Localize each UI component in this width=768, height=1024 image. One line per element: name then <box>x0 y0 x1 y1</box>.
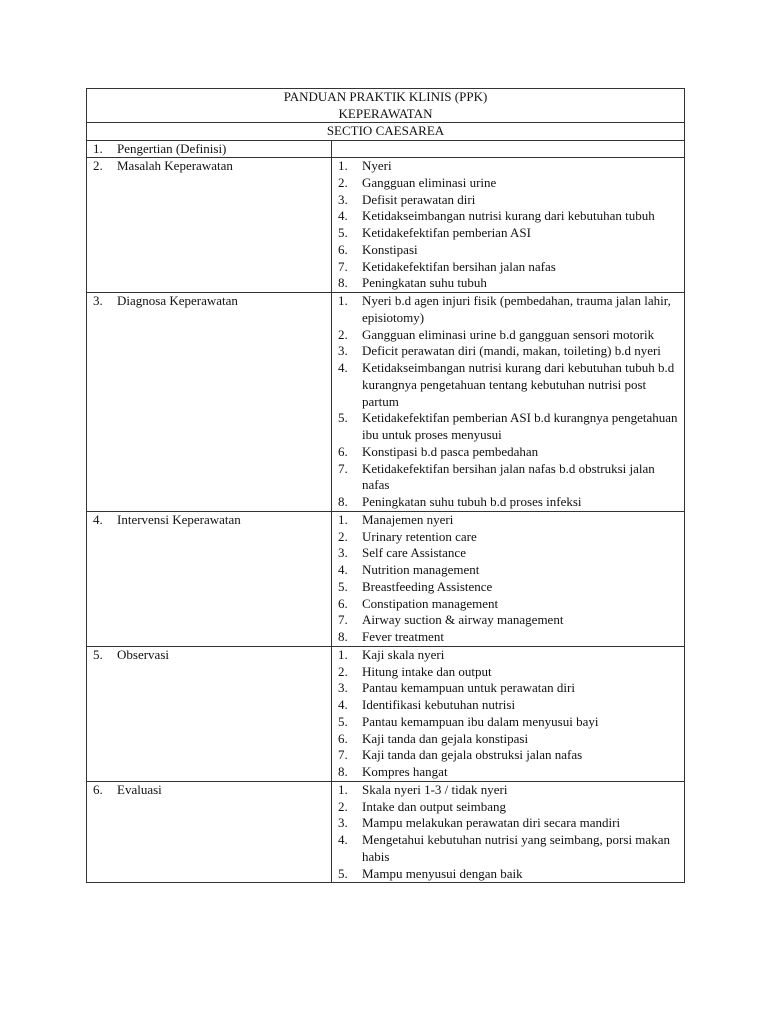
list-item-text: Konstipasi b.d pasca pembedahan <box>362 443 539 459</box>
list-item-number: 8. <box>338 629 348 644</box>
list-item <box>332 714 684 731</box>
list-item <box>332 175 684 192</box>
list-item-text: Nyeri <box>362 158 392 173</box>
list-item-text: Constipation management <box>362 595 499 611</box>
document-title: PANDUAN PRAKTIK KLINIS (PPK) <box>283 89 488 104</box>
list-item <box>332 410 684 444</box>
list-item-text: Hitung intake dan output <box>362 663 492 679</box>
document-title-cell <box>87 89 685 123</box>
list-item-text: Breastfeeding Assistence <box>362 578 493 594</box>
list-item <box>332 192 684 209</box>
list-item <box>332 832 684 866</box>
list-item <box>332 360 684 410</box>
list-item-text: Manajemen nyeri <box>362 511 454 527</box>
section-title: Intervensi Keperawatan <box>117 511 241 527</box>
section-label-cell <box>87 781 332 883</box>
list-item-number: 3. <box>338 343 348 359</box>
list-item-text: Peningkatan suhu tubuh <box>362 275 487 291</box>
section-items-cell <box>332 158 685 293</box>
list-item-text: Konstipasi <box>362 241 418 257</box>
list-item-text: Pantau kemampuan untuk perawatan diri <box>362 680 575 696</box>
section-label <box>87 647 331 664</box>
list-item-number: 1. <box>338 781 348 797</box>
document-subtitle: KEPERAWATAN <box>338 105 433 121</box>
list-item <box>332 579 684 596</box>
list-item-number: 2. <box>338 663 348 679</box>
list-item-text: Kaji tanda dan gejala konstipasi <box>362 730 529 746</box>
section-label-cell <box>87 511 332 646</box>
list-item-number: 6. <box>338 241 348 257</box>
list-item <box>332 494 684 511</box>
list-item-text: Deficit perawatan diri (mandi, makan, toileting) b.d nyeri <box>362 343 661 359</box>
list-item-number: 8. <box>338 275 348 291</box>
section-row <box>87 140 685 158</box>
section-row <box>87 293 685 512</box>
list-item <box>332 444 684 461</box>
list-item-number: 3. <box>338 815 348 831</box>
list-item-number: 7. <box>338 747 348 763</box>
list-item-number: 2. <box>338 326 348 342</box>
list-item <box>332 697 684 714</box>
section-label-cell <box>87 140 332 158</box>
list-item <box>332 259 684 276</box>
list-item-text: Self care Assistance <box>362 545 466 561</box>
list-item-text: Mengetahui kebutuhan nutrisi yang seimbang, porsi makan habis <box>362 832 670 864</box>
list-item-text: Ketidakefektifan pemberian ASI b.d kurangnya pengetahuan ibu untuk proses menyusui <box>362 410 678 442</box>
list-item <box>332 512 684 529</box>
list-item <box>332 158 684 175</box>
list-item-number: 4. <box>338 562 348 577</box>
section-number: 6. <box>93 781 103 797</box>
section-number: 1. <box>93 140 103 156</box>
list-item-text: Ketidakseimbangan nutrisi kurang dari kebutuhan tubuh b.d kurangnya pengetahuan tentang kebutuhan nutrisi post partum <box>362 360 675 409</box>
section-label <box>87 512 331 529</box>
list-item <box>332 293 684 327</box>
section-items-cell <box>332 781 685 883</box>
list-item-number: 6. <box>338 730 348 746</box>
section-item-list <box>332 293 684 511</box>
list-item <box>332 799 684 816</box>
list-item-number: 5. <box>338 410 348 426</box>
list-item-text: Nutrition management <box>362 562 480 577</box>
section-items-cell <box>332 293 685 512</box>
list-item-number: 1. <box>338 293 348 308</box>
list-item-text: Kaji tanda dan gejala obstruksi jalan nafas <box>362 747 583 763</box>
section-title: Evaluasi <box>117 781 162 797</box>
list-item <box>332 225 684 242</box>
list-item <box>332 529 684 546</box>
section-item-list <box>332 647 684 781</box>
list-item-text: Pantau kemampuan ibu dalam menyusui bayi <box>362 713 599 729</box>
list-item-text: Airway suction & airway management <box>362 612 564 628</box>
list-item-number: 5. <box>338 225 348 240</box>
list-item-number: 2. <box>338 798 348 814</box>
list-item-number: 3. <box>338 191 348 207</box>
list-item-text: Intake dan output seimbang <box>362 798 507 814</box>
list-item-text: Peningkatan suhu tubuh b.d proses infeksi <box>362 494 582 509</box>
section-label-cell <box>87 158 332 293</box>
list-item-number: 5. <box>338 713 348 729</box>
section-item-list <box>332 512 684 646</box>
section-row <box>87 158 685 293</box>
list-item-number: 2. <box>338 528 348 544</box>
list-item <box>332 562 684 579</box>
list-item-text: Fever treatment <box>362 629 444 644</box>
list-item <box>332 731 684 748</box>
list-item <box>332 680 684 697</box>
ppk-table <box>86 88 685 883</box>
list-item-number: 6. <box>338 443 348 459</box>
section-row <box>87 781 685 883</box>
list-item-text: Ketidakseimbangan nutrisi kurang dari kebutuhan tubuh <box>362 208 655 224</box>
list-item <box>332 747 684 764</box>
section-title: Observasi <box>117 646 169 662</box>
list-item-number: 6. <box>338 595 348 611</box>
list-item-number: 4. <box>338 697 348 712</box>
list-item-number: 5. <box>338 865 348 881</box>
section-label-cell <box>87 293 332 512</box>
list-item-text: Mampu melakukan perawatan diri secara mandiri <box>362 815 621 831</box>
list-item-number: 4. <box>338 208 348 224</box>
list-item <box>332 275 684 292</box>
list-item-number: 3. <box>338 680 348 696</box>
topic-row <box>87 123 685 141</box>
section-label <box>87 141 331 158</box>
list-item-text: Kompres hangat <box>362 764 448 779</box>
section-title: Diagnosa Keperawatan <box>117 293 238 308</box>
list-item-number: 2. <box>338 174 348 190</box>
list-item-text: Defisit perawatan diri <box>362 191 476 207</box>
list-item-number: 4. <box>338 832 348 847</box>
list-item <box>332 208 684 225</box>
section-items-cell <box>332 646 685 781</box>
list-item-number: 1. <box>338 511 348 527</box>
list-item <box>332 664 684 681</box>
list-item <box>332 242 684 259</box>
list-item-text: Ketidakefektifan bersihan jalan nafas <box>362 258 556 274</box>
list-item-number: 8. <box>338 764 348 779</box>
section-row <box>87 511 685 646</box>
header-row <box>87 89 685 123</box>
section-number: 2. <box>93 158 103 173</box>
list-item <box>332 612 684 629</box>
list-item-text: Ketidakefektifan pemberian ASI <box>362 225 531 240</box>
section-items-cell <box>332 140 685 158</box>
list-item <box>332 866 684 883</box>
section-title: Masalah Keperawatan <box>117 158 233 173</box>
section-item-list <box>332 158 684 292</box>
list-item-text: Nyeri b.d agen injuri fisik (pembedahan, trauma jalan lahir, episiotomy) <box>362 293 671 325</box>
list-item-number: 1. <box>338 158 348 173</box>
list-item-number: 7. <box>338 460 348 476</box>
section-label <box>87 158 331 175</box>
list-item <box>332 629 684 646</box>
list-item <box>332 545 684 562</box>
list-item <box>332 764 684 781</box>
list-item-number: 7. <box>338 258 348 274</box>
topic-title: SECTIO CAESAREA <box>87 123 685 141</box>
section-label-cell <box>87 646 332 781</box>
section-item-list <box>332 782 684 883</box>
list-item-text: Mampu menyusui dengan baik <box>362 865 523 881</box>
list-item-text: Skala nyeri 1-3 / tidak nyeri <box>362 781 508 797</box>
section-number: 4. <box>93 511 103 527</box>
list-item <box>332 647 684 664</box>
section-label <box>87 293 331 310</box>
section-number: 3. <box>93 293 103 308</box>
section-title: Pengertian (Definisi) <box>117 140 227 156</box>
list-item-text: Kaji skala nyeri <box>362 646 445 662</box>
list-item-number: 7. <box>338 612 348 628</box>
list-item-number: 3. <box>338 545 348 561</box>
list-item-text: Gangguan eliminasi urine b.d gangguan sensori motorik <box>362 326 655 342</box>
list-item <box>332 782 684 799</box>
list-item-number: 5. <box>338 578 348 594</box>
list-item <box>332 461 684 495</box>
list-item <box>332 596 684 613</box>
list-item-number: 8. <box>338 494 348 509</box>
list-item-text: Identifikasi kebutuhan nutrisi <box>362 697 516 712</box>
section-number: 5. <box>93 646 103 662</box>
section-row <box>87 646 685 781</box>
list-item-text: Gangguan eliminasi urine <box>362 174 497 190</box>
list-item <box>332 343 684 360</box>
section-items-cell <box>332 511 685 646</box>
list-item-number: 1. <box>338 646 348 662</box>
list-item <box>332 327 684 344</box>
list-item-text: Urinary retention care <box>362 528 477 544</box>
section-label <box>87 782 331 799</box>
list-item-number: 4. <box>338 360 348 375</box>
list-item-text: Ketidakefektifan bersihan jalan nafas b.d obstruksi jalan nafas <box>362 460 655 493</box>
list-item <box>332 815 684 832</box>
